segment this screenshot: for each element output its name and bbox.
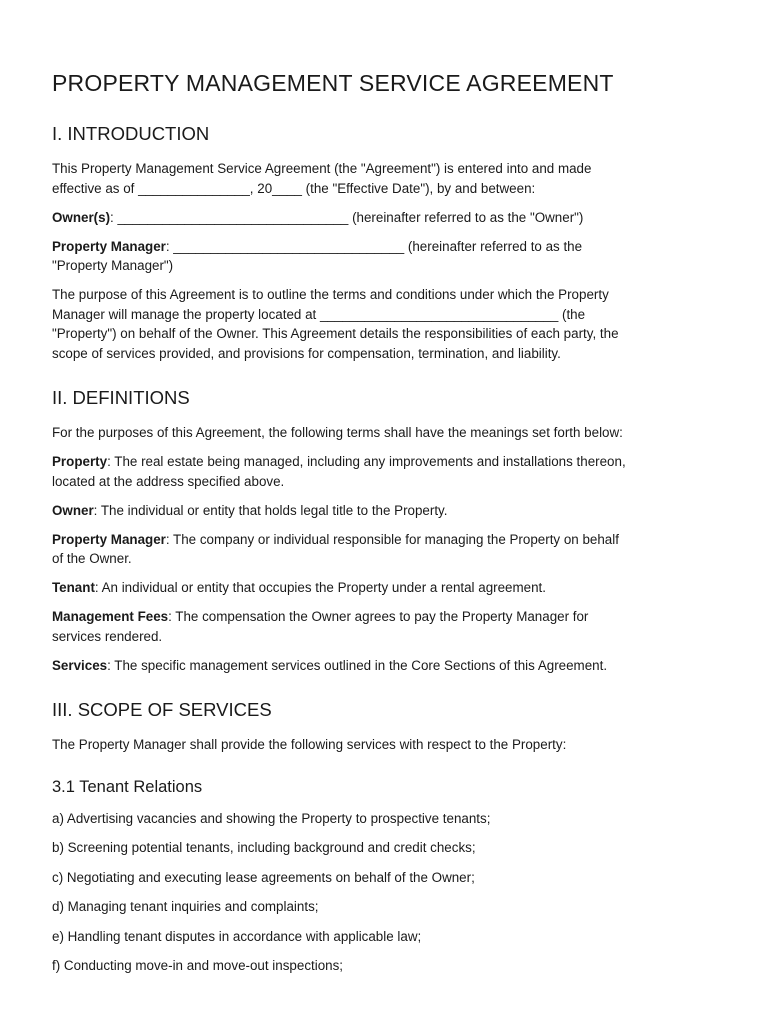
manager-line xyxy=(52,237,724,276)
manager-text-2: "Property Manager") xyxy=(52,258,174,273)
intro-line-1: This Property Management Service Agreement (the "Agreement") is entered into and made xyxy=(52,161,592,176)
subsection-tenant-relations xyxy=(52,778,724,976)
manager-label: Property Manager xyxy=(52,238,166,254)
owner-line xyxy=(52,208,724,228)
purpose-paragraph xyxy=(52,285,724,363)
purpose-line-3: "Property") on behalf of the Owner. This Agreement details the responsibilities of each party, the xyxy=(52,326,619,341)
section-introduction xyxy=(52,123,724,363)
owner-label: Owner(s) xyxy=(52,209,111,225)
definition-text-2: of the Owner. xyxy=(52,551,132,566)
section-scope-of-services xyxy=(52,699,724,976)
definition-text-1: : An individual or entity that occupies the Property under a rental agreement. xyxy=(94,580,546,595)
definition-item xyxy=(52,656,724,676)
document-page xyxy=(52,70,724,986)
definition-term: Owner xyxy=(52,502,94,518)
list-item: a) Advertising vacancies and showing the Property to prospective tenants; xyxy=(52,810,491,826)
list-item: e) Handling tenant disputes in accordance with applicable law; xyxy=(52,928,422,944)
owner-text: : _______________________________ (hereinafter referred to as the "Owner") xyxy=(110,209,584,225)
document-title: PROPERTY MANAGEMENT SERVICE AGREEMENT xyxy=(52,70,614,96)
section-heading-scope: III. SCOPE OF SERVICES xyxy=(52,699,272,720)
definitions-intro: For the purposes of this Agreement, the following terms shall have the meanings set forth below: xyxy=(52,425,623,440)
definition-term: Property xyxy=(52,454,108,469)
definition-text-1: : The individual or entity that holds legal title to the Property. xyxy=(93,502,448,518)
definition-item xyxy=(52,607,724,646)
section-definitions xyxy=(52,387,724,675)
definition-term: Property Manager xyxy=(52,531,166,547)
manager-text-1: : _______________________________ (hereinafter referred to as the xyxy=(165,238,583,254)
scope-intro: The Property Manager shall provide the following services with respect to the Property: xyxy=(52,737,567,752)
definition-text-1: : The real estate being managed, including any improvements and installations thereon, xyxy=(107,454,626,469)
purpose-line-2: Manager will manage the property located at ________________________________ (the xyxy=(52,306,586,322)
section-heading-introduction: I. INTRODUCTION xyxy=(52,123,210,144)
definition-term: Management Fees xyxy=(52,609,169,624)
definition-text-1: : The specific management services outlined in the Core Sections of this Agreement. xyxy=(107,657,608,673)
section-heading-definitions: II. DEFINITIONS xyxy=(52,387,190,408)
list-item: d) Managing tenant inquiries and complaints; xyxy=(52,899,319,914)
definition-term: Tenant xyxy=(52,580,95,595)
purpose-line-1: The purpose of this Agreement is to outline the terms and conditions under which the Property xyxy=(52,287,609,302)
subsection-heading-tenant-relations: 3.1 Tenant Relations xyxy=(52,777,203,796)
intro-paragraph xyxy=(52,159,724,198)
intro-line-2: effective as of _______________, 20____ (the "Effective Date"), by and between: xyxy=(52,180,536,196)
definition-text-1: : The compensation the Owner agrees to pay the Property Manager for xyxy=(168,609,589,624)
definition-term: Services xyxy=(52,657,108,673)
list-item: f) Conducting move-in and move-out inspections; xyxy=(52,958,344,973)
purpose-line-4: scope of services provided, and provisions for compensation, termination, and liability. xyxy=(52,345,561,361)
definition-text-2: located at the address specified above. xyxy=(52,473,285,489)
definition-text-1: : The company or individual responsible for managing the Property on behalf xyxy=(165,531,619,547)
definition-item xyxy=(52,530,724,569)
list-item: c) Negotiating and executing lease agreements on behalf of the Owner; xyxy=(52,869,475,885)
definition-text-2: services rendered. xyxy=(52,628,163,644)
definition-item xyxy=(52,452,724,491)
definition-item xyxy=(52,501,724,521)
definition-item xyxy=(52,578,724,598)
list-item: b) Screening potential tenants, including background and credit checks; xyxy=(52,840,476,855)
